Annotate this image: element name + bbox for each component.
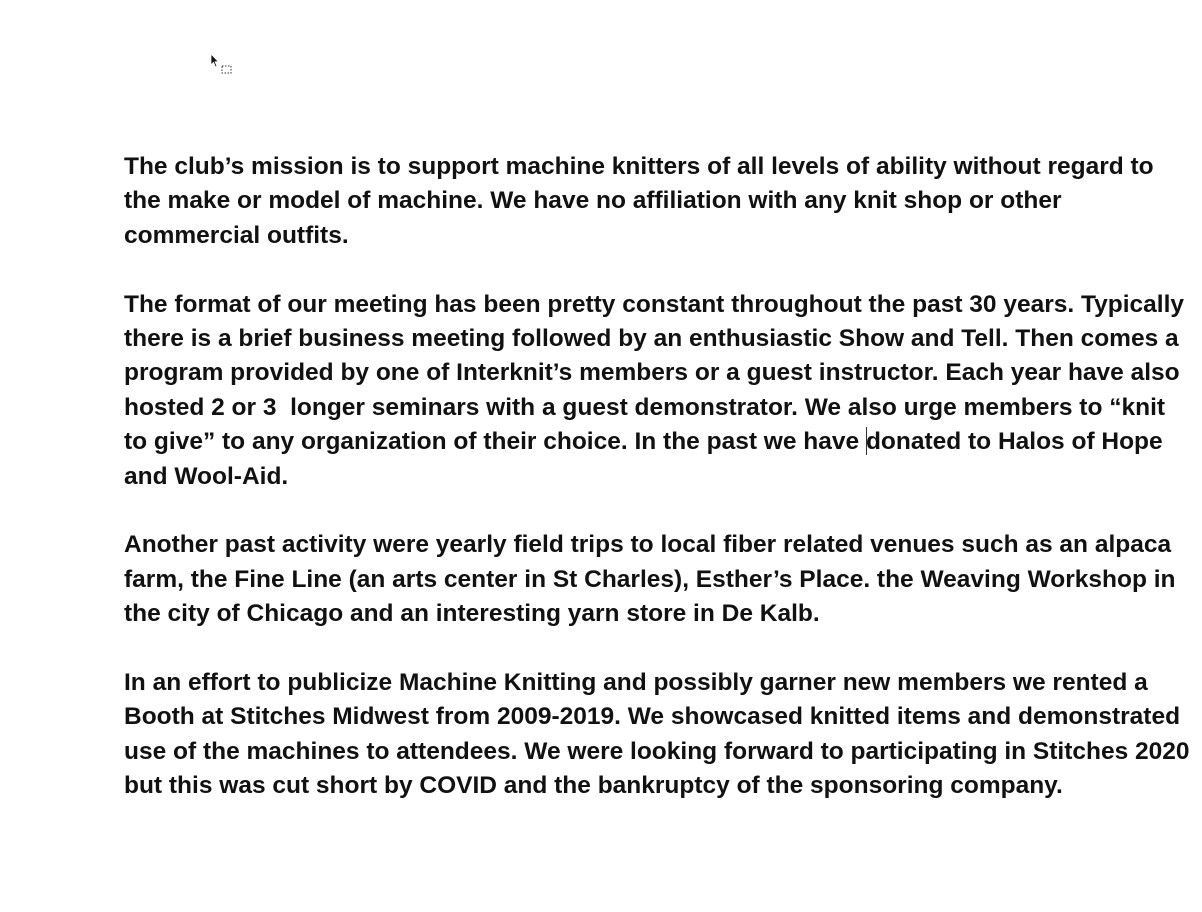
document-body[interactable] <box>124 150 1197 838</box>
paragraph-meeting-format <box>124 288 1194 494</box>
drag-copy-cursor-icon <box>210 53 234 77</box>
paragraph-mission: The club’s mission is to support machine knitters of all levels of ability without regard to the make or model of machine. We have no affiliation with any knit shop or other commercial outfits. <box>124 153 1161 249</box>
paragraph-field-trips: Another past activity were yearly field trips to local fiber related venues such as an alpaca farm, the Fine Line (an arts center in St Charles), Esther’s Place. the Weaving Workshop in the city of Chicago and an interesting yarn store in De Kalb. <box>124 531 1183 628</box>
paragraph-meeting-format-text: The format of our meeting has been pretty constant throughout the past 30 years. Typically there is a brief business meeting followed by an enthusiastic Show and Tell. Then comes a program provided by one of Interknit’s members or a guest instructor. Each year have also hosted 2 or 3 longer seminars with a guest demonstrator. We also urge members to “knit to give” to any organization of their choice. In the past we have <box>124 290 1191 456</box>
paragraph-meeting-format-text-after-caret: donated to Halos of Hope and Wool-Aid. <box>124 428 1170 490</box>
paragraph-stitches-booth: In an effort to publicize Machine Knitting and possibly garner new members we rented a Booth at Stitches Midwest from 2009-2019. We showcased knitted items and demonstrated use of the machines to attendees. We were looking forward to participating in Stitches 2020 but this was cut short by COVID and the bankruptcy of the sponsoring company. <box>124 669 1197 800</box>
